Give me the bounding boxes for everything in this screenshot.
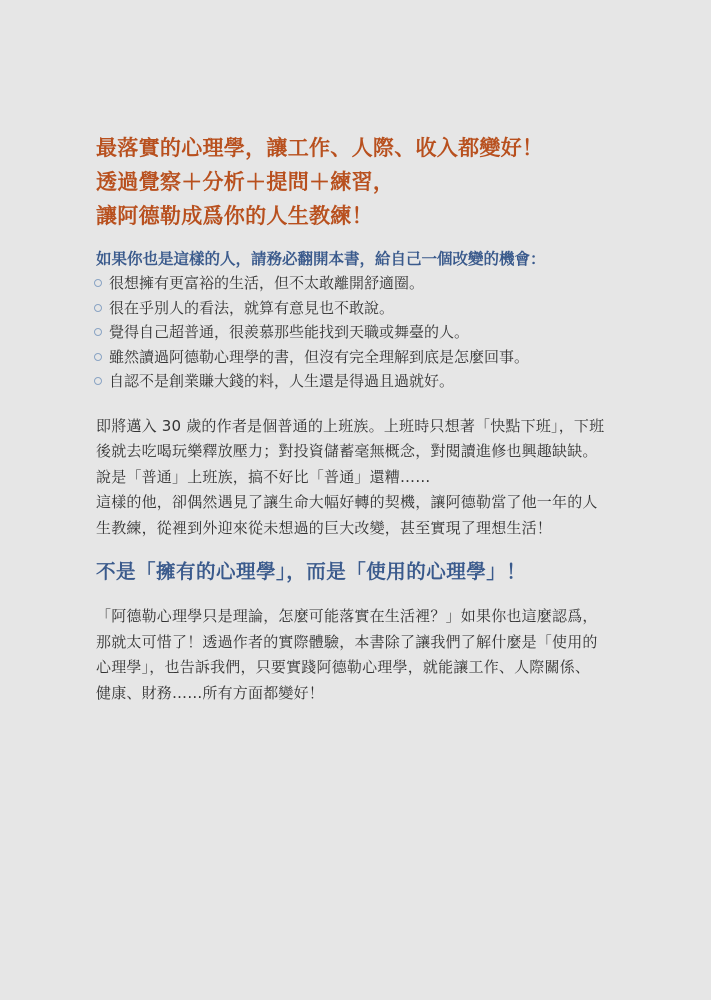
story-paragraph-1 [96,414,636,491]
headline-line-1: 最落實的心理學，讓工作、人際、收入都變好！ [96,135,544,160]
bullet-list [96,271,636,394]
bullet-text: 雖然讀過阿德勒心理學的書，但沒有完全理解到底是怎麼回事。 [109,347,530,366]
body-line: 說是「普通」上班族，搞不好比「普通」還糟…… [96,467,431,486]
bullet-text: 覺得自己超普通，很羨慕那些能找到天職或舞臺的人。 [109,323,470,341]
list-item [94,345,636,370]
body-line: 那就太可惜了！透過作者的實際體驗，本書除了讓我們了解什麼是「使用的 [96,632,598,651]
body-line: 健康、財務……所有方面都變好！ [96,683,325,702]
bullet-text: 自認不是創業賺大錢的料，人生還是得過且過就好。 [109,372,455,390]
body-line: 生教練，從裡到外迎來從未想過的巨大改變，甚至實現了理想生活！ [96,518,553,537]
subheading: 不是「擁有的心理學」，而是「使用的心理學」！ [96,560,527,583]
intro-text: 如果你也是這樣的人，請務必翻開本書，給自己一個改變的機會： [96,250,546,268]
list-item [94,296,636,321]
list-item [94,320,636,345]
closing-paragraph [96,604,636,706]
bullet-text: 很想擁有更富裕的生活，但不太敢離開舒適圈。 [109,274,425,292]
headline-block [96,131,636,233]
body-line: 「阿德勒心理學只是理論，怎麼可能落實在生活裡？」如果你也這麼認爲， [96,607,598,625]
headline-line-3: 讓阿德勒成爲你的人生教練！ [96,203,373,228]
circle-bullet-icon [94,304,102,312]
list-item [94,271,636,296]
circle-bullet-icon [94,328,102,336]
circle-bullet-icon [94,279,102,287]
story-paragraph-2 [96,490,636,541]
circle-bullet-icon [94,353,102,361]
body-line: 心理學」，也告訴我們，只要實踐阿德勒心理學，就能讓工作、人際關係、 [96,658,591,676]
circle-bullet-icon [94,377,102,385]
body-line: 後就去吃喝玩樂釋放壓力；對投資儲蓄毫無概念，對閱讀進修也興趣缺缺。 [96,442,598,460]
headline-line-2: 透過覺察＋分析＋提問＋練習， [96,169,395,194]
bullet-text: 很在乎別人的看法，就算有意見也不敢說。 [109,298,395,317]
body-line: 這樣的他，卻偶然遇見了讓生命大幅好轉的契機，讓阿德勒當了他一年的人 [96,493,598,511]
body-line: 即將邁入 30 歲的作者是個普通的上班族。上班時只想著「快點下班」，下班 [96,416,605,435]
list-item [94,369,636,394]
book-description-page [96,131,636,706]
